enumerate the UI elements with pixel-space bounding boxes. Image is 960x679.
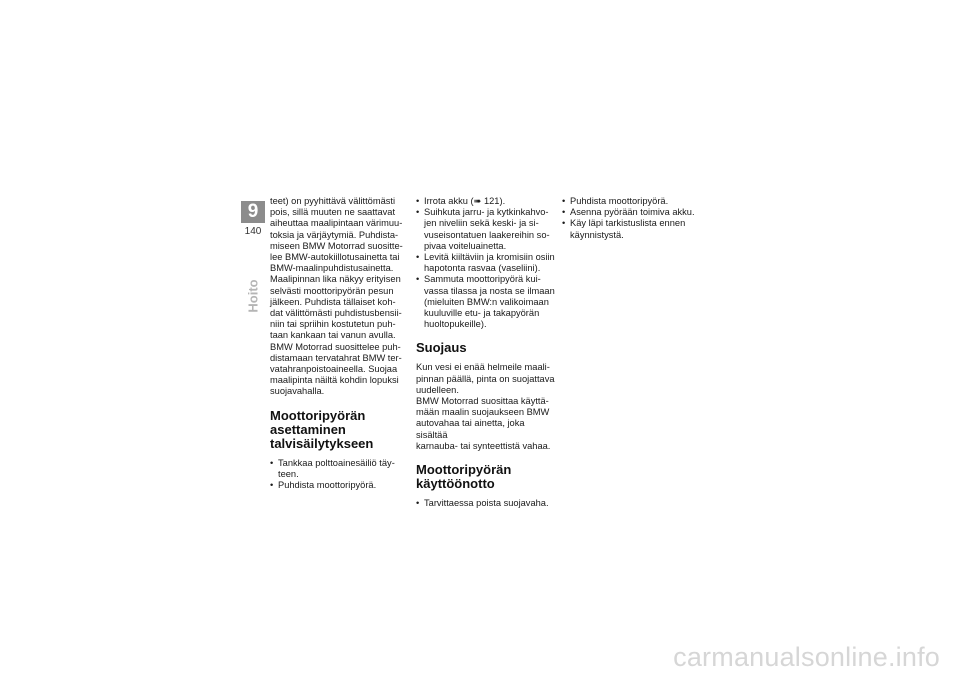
section-label: Hoito: [245, 279, 261, 313]
chapter-number-badge: 9: [241, 201, 265, 223]
column-1: [270, 196, 412, 491]
list-item: • Käy läpi tarkistuslista ennen käynnistystä.: [562, 218, 704, 240]
column-3: [562, 196, 704, 241]
page-number: 140: [244, 226, 262, 237]
list-item: • Tankkaa polttoainesäiliö täy- teen.: [270, 458, 412, 480]
heading-protection: Suojaus: [416, 340, 467, 356]
heading-recommissioning: Moottoripyörän käyttöönotto: [416, 462, 512, 492]
recommissioning-steps-list: [562, 196, 704, 241]
column-2: [416, 196, 558, 509]
list-item: • Sammuta moottoripyörä kui- vassa tilassa ja nosta se ilmaan (mieluiten BMW:n valikoimaan kuuluville etu- ja takapyörän huoltopukeille).: [416, 274, 558, 330]
recommissioning-list: [416, 498, 558, 509]
intro-paragraph: teet) on pyyhittävä välittömästi pois, sillä muuten ne saattavat aiheuttaa maalipintaan värimuu- toksia ja värjäytymiä. Puhdista- miseen BMW Motorrad suositte- lee BMW-autokiillotusainetta tai BMW-maalinpuhdistusainetta. Maalipinnan lika näkyy erityisen selvästi moottoripyörän pesun jälkeen. Puhdista tällaiset koh- dat välittömästi puhdistusbensii- niin tai spriihin kostutetun puh- taan kankaan tai vanun avulla. BMW Motorrad suosittelee puh- distamaan tervatahrat BMW ter- vatahranpoistoaineella. Suojaa maalipinta näiltä kohdin lopuksi suojavahalla.: [270, 196, 403, 397]
list-item: • Asenna pyörään toimiva akku.: [562, 207, 704, 218]
list-item: • Suihkuta jarru- ja kytkinkahvo- jen niveliin sekä keski- ja si- vuseisontatuen laakereihin so- pivaa voiteluainetta.: [416, 207, 558, 252]
list-item: • Puhdista moottoripyörä.: [562, 196, 704, 207]
list-item: • Levitä kiiltäviin ja kromisiin osiin hapotonta rasvaa (vaseliini).: [416, 252, 558, 274]
section-tab: [238, 276, 268, 316]
list-item: • Puhdista moottoripyörä.: [270, 480, 412, 491]
protection-paragraph: Kun vesi ei enää helmeile maali- pinnan päällä, pinta on suojattava uudelleen. BMW Motorrad suosittaa käyttä- mään maalin suojaukseen BMW autovahaa tai ainetta, joka sisältää karnauba- tai synteettistä vahaa.: [416, 362, 555, 451]
storage-steps-list: [416, 196, 558, 330]
list-item: • Irrota akku (➠ 121).: [416, 196, 558, 207]
winter-storage-list: [270, 458, 412, 492]
heading-winter-storage: Moottoripyörän asettaminen talvisäilytykseen: [270, 407, 374, 451]
list-item: • Tarvittaessa poista suojavaha.: [416, 498, 558, 509]
watermark: carmanualsonline.info: [673, 642, 940, 672]
